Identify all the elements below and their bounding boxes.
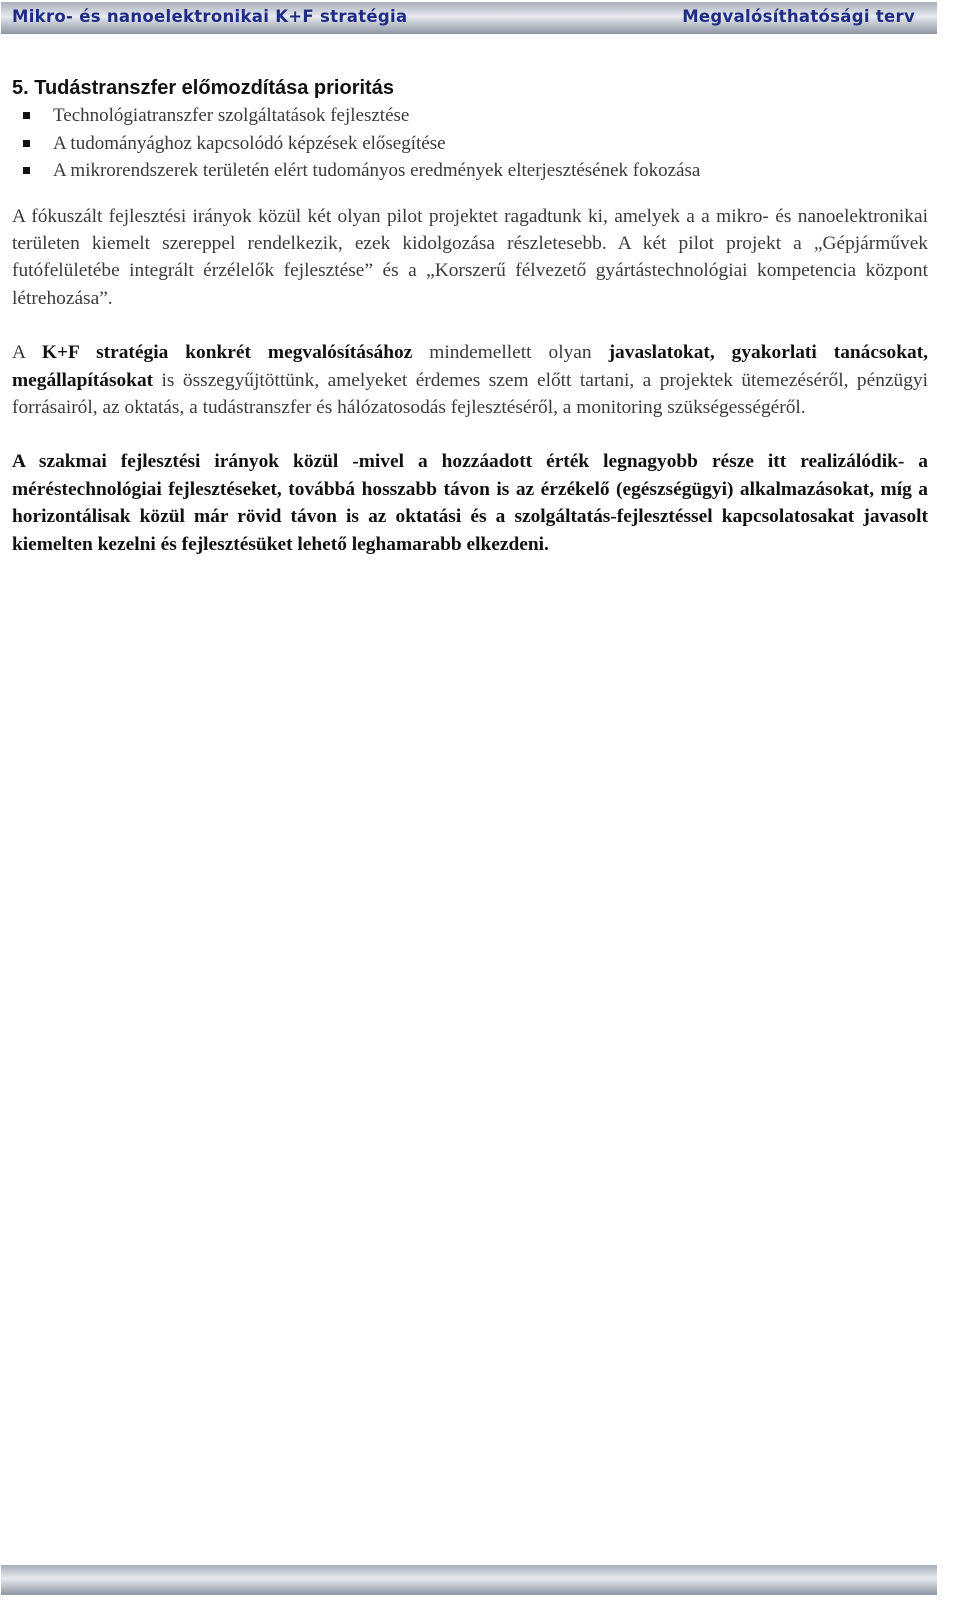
pilot-projects-paragraph: A fókuszált fejlesztési irányok közül két olyan pilot projektet ragadtunk ki, amelyek a a mikro- és nanoelektronikai területen kiemelt szereppel rendelkezik, ezek kidolgozása részletesebb. A két pilot projekt a „Gépjárművek futófelületébe integrált érzélelők fejlesztése” és a „Korszerű félvezető gyártástechnológiai kompetencia központ létrehozása”. [12, 205, 928, 309]
paragraph-text: A [12, 342, 42, 364]
list-item: Technológiatranszfer szolgáltatások fejlesztése [53, 102, 928, 130]
recommendations-paragraph [12, 339, 928, 421]
emphasis-text: K+F stratégia konkrét megvalósításához [41, 342, 413, 364]
page-header-bar [1, 2, 937, 34]
page-content [12, 75, 928, 558]
paragraph-text: is összegyűjtöttünk, amelyeket érdemes szem előtt tartani, a projektek ütemezéséről, pénzügyi forrásairól, az oktatás, a tudástranszfer és hálózatosodás fejlesztéséről, a monitoring szükségességéről. [12, 369, 928, 418]
conclusion-paragraph: A szakmai fejlesztési irányok közül -mivel a hozzáadott érték legnagyobb része itt realizálódik- a méréstechnológiai fejlesztéseket, továbbá hosszabb távon is az érzékelő (egészségügyi) alkalmazásokat, míg a horizontálisak közül már rövid távon is az oktatási és a szolgáltatás-fejlesztéssel kapcsolatosakat javasolt kiemelten kezelni és fejlesztésüket lehető leghamarabb elkezdeni. [12, 451, 928, 555]
document-subtitle: Megvalósíthatósági terv [682, 7, 915, 26]
section-heading: 5. Tudástranszfer előmozdítása prioritás [12, 77, 394, 99]
document-title: Mikro- és nanoelektronikai K+F stratégia [12, 7, 408, 26]
list-item: A mikrorendszerek területén elért tudományos eredmények elterjesztésének fokozása [53, 157, 928, 185]
paragraph-text: mindemellett olyan [412, 342, 609, 364]
emphasis-text: javaslatokat, gyakorlati tanácsokat, megállapításokat [12, 342, 929, 391]
priority-list [12, 102, 928, 185]
list-item: A tudományághoz kapcsolódó képzések elősegítése [53, 130, 928, 158]
page-footer-bar [1, 1565, 937, 1595]
